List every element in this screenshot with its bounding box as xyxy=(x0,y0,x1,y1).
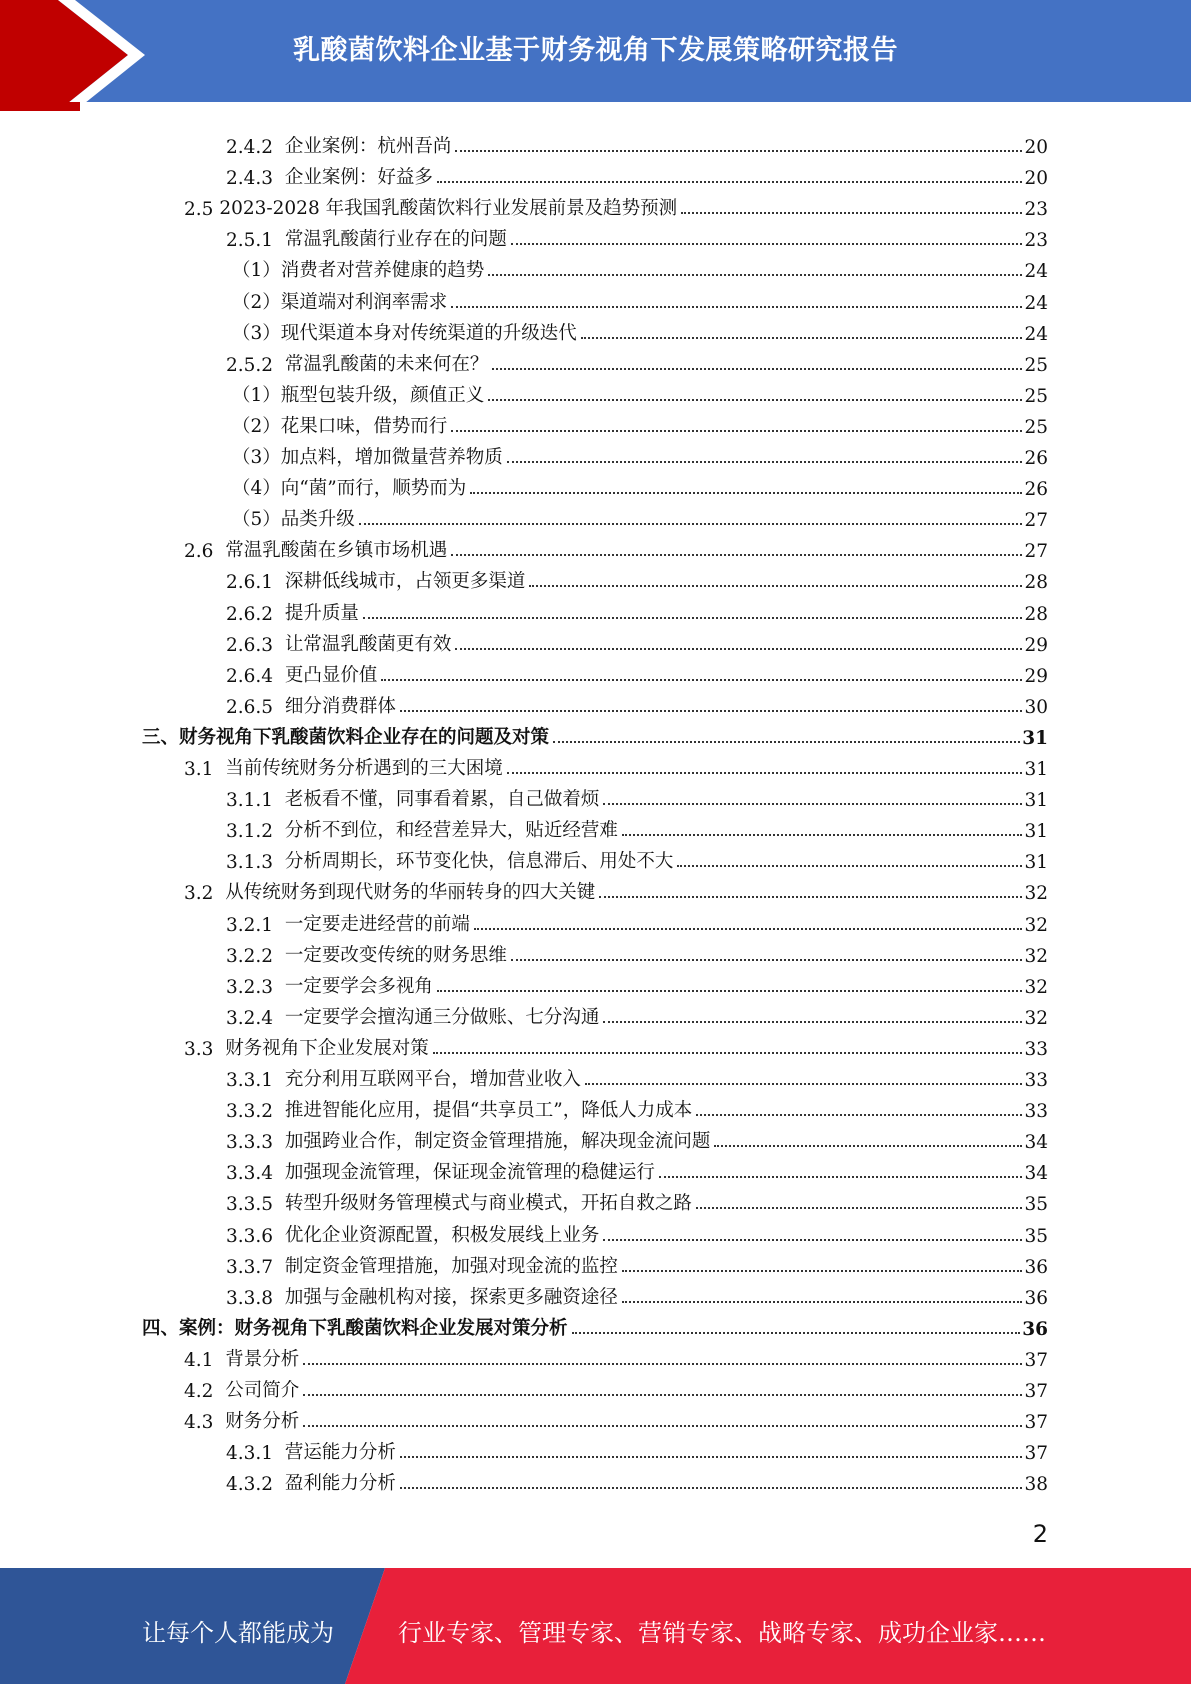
toc-entry-page: 26 xyxy=(1024,448,1048,469)
toc-entry-number: 2.5.2 xyxy=(226,354,285,376)
toc-dot-leader xyxy=(714,1145,1022,1147)
toc-entry-label: 背景分析 xyxy=(225,1348,300,1370)
toc-dot-leader xyxy=(303,1425,1022,1427)
toc-entry-page: 33 xyxy=(1024,1038,1048,1060)
toc-entry-page: 28 xyxy=(1024,603,1048,625)
toc-entry[interactable] xyxy=(226,625,1048,656)
toc-dot-leader xyxy=(451,554,1022,556)
toc-entry-label: 加点料，增加微量营养物质 xyxy=(280,447,503,468)
toc-entry[interactable] xyxy=(226,842,1048,873)
toc-entry-label: 转型升级财务管理模式与商业模式，开拓自救之路 xyxy=(284,1193,692,1215)
toc-entry-page: 32 xyxy=(1024,945,1048,967)
footer-slogan-right: 行业专家、管理专家、营销专家、战略专家、成功企业家…… xyxy=(398,1619,1046,1647)
toc-dot-leader xyxy=(437,181,1023,183)
toc-dot-leader xyxy=(507,461,1023,463)
toc-entry[interactable] xyxy=(226,158,1048,189)
toc-entry-number: 4.3.1 xyxy=(226,1443,285,1465)
toc-entry-number: 2.5.1 xyxy=(226,230,285,252)
toc-entry-number: 2.6.3 xyxy=(226,634,285,656)
toc-dot-leader xyxy=(381,679,1022,681)
toc-entry-number: 2.5 xyxy=(184,199,220,221)
toc-dot-leader xyxy=(433,1052,1023,1054)
toc-entry-label: 现代渠道本身对传统渠道的升级迭代 xyxy=(280,322,577,344)
toc-entry[interactable] xyxy=(226,780,1048,811)
toc-entry-number: 3.2.4 xyxy=(226,1007,285,1029)
toc-entry-label: 财务分析 xyxy=(225,1411,300,1433)
toc-entry-page: 31 xyxy=(1024,852,1048,874)
toc-entry[interactable] xyxy=(226,1216,1048,1247)
toc-dot-leader xyxy=(696,1207,1023,1209)
toc-entry-label: 向“菌”而行，顺势而为 xyxy=(280,478,467,500)
toc-entry[interactable] xyxy=(226,1247,1048,1278)
toc-entry-number: 4.3 xyxy=(184,1412,226,1434)
toc-entry-number: （1） xyxy=(232,260,281,282)
toc-entry-number: （1） xyxy=(232,384,281,406)
toc-entry-page: 28 xyxy=(1024,572,1048,594)
toc-entry-page: 25 xyxy=(1024,385,1048,407)
toc-entry-label: 分析周期长，环节变化快，信息滞后、用处不大 xyxy=(284,851,674,873)
toc-entry[interactable] xyxy=(226,345,1048,376)
toc-entry-page: 32 xyxy=(1024,976,1048,998)
toc-dot-leader xyxy=(303,1394,1022,1396)
toc-entry-page: 35 xyxy=(1024,1225,1048,1247)
toc-entry-label: 财务视角下企业发展对策 xyxy=(225,1037,429,1059)
toc-entry-number: 3.3.8 xyxy=(226,1287,285,1309)
page-number: 2 xyxy=(1032,1520,1048,1548)
toc-entry[interactable] xyxy=(226,1278,1048,1309)
toc-entry-number: 2.4.3 xyxy=(226,168,285,190)
toc-entry[interactable] xyxy=(226,1433,1048,1464)
toc-dot-leader xyxy=(603,1239,1022,1241)
toc-entry[interactable] xyxy=(226,687,1048,718)
footer-slogan-left: 让每个人都能成为 xyxy=(142,1619,334,1647)
toc-entry-number: （3） xyxy=(232,447,281,468)
toc-entry-label: 充分利用互联网平台，增加营业收入 xyxy=(284,1069,581,1090)
toc-entry-number: 3.3.3 xyxy=(226,1132,285,1154)
toc-dot-leader xyxy=(400,1487,1023,1489)
toc-entry-label: 公司简介 xyxy=(225,1380,300,1401)
toc-entry-number: 2.6 xyxy=(184,541,226,563)
toc-entry-page: 37 xyxy=(1024,1349,1048,1371)
toc-entry-number: 3.1 xyxy=(184,759,226,780)
toc-entry-number: 3.1.2 xyxy=(226,821,285,843)
toc-entry-label: 常温乳酸菌行业存在的问题 xyxy=(284,229,507,251)
toc-entry-number: 3.3.1 xyxy=(226,1070,285,1091)
toc-entry-label: 财务视角下乳酸菌饮料企业存在的问题及对策 xyxy=(179,726,550,748)
toc-dot-leader xyxy=(511,243,1023,245)
toc-entry-label: 企业案例：好益多 xyxy=(284,167,433,189)
toc-entry-page: 25 xyxy=(1024,416,1048,438)
toc-entry-label: 一定要改变传统的财务思维 xyxy=(284,944,507,966)
toc-entry-number: 2.6.2 xyxy=(226,603,285,625)
toc-entry-page: 25 xyxy=(1024,354,1048,376)
toc-entry-page: 26 xyxy=(1024,479,1048,501)
toc-entry-label: 更凸显价值 xyxy=(284,664,378,686)
toc-entry-label: 制定资金管理措施，加强对现金流的监控 xyxy=(284,1255,618,1277)
toc-entry-number: 2.6.4 xyxy=(226,665,285,687)
toc-dot-leader xyxy=(303,1363,1022,1365)
toc-dot-leader xyxy=(400,1456,1023,1458)
toc-entry[interactable] xyxy=(226,967,1048,998)
toc-entry-label: 提升质量 xyxy=(284,602,359,624)
toc-entry-number: 3.3.6 xyxy=(226,1225,285,1247)
toc-entry-page: 27 xyxy=(1024,541,1048,563)
toc-entry-page: 27 xyxy=(1024,510,1048,532)
toc-entry-number: 3.2.2 xyxy=(226,945,285,967)
toc-entry-label: 一定要学会多视角 xyxy=(284,975,433,997)
toc-entry[interactable] xyxy=(226,1091,1048,1122)
toc-entry[interactable] xyxy=(226,811,1048,842)
toc-entry-number: 四、 xyxy=(142,1317,180,1339)
toc-entry-label: 消费者对营养健康的趋势 xyxy=(280,260,485,282)
toc-entry[interactable] xyxy=(184,1371,1048,1402)
toc-entry[interactable] xyxy=(232,283,1048,314)
toc-entry-page: 37 xyxy=(1024,1381,1048,1402)
toc-dot-leader xyxy=(507,772,1023,774)
toc-entry-label: 让常温乳酸菌更有效 xyxy=(284,633,452,655)
toc-entry-page: 29 xyxy=(1024,665,1048,687)
toc-dot-leader xyxy=(581,337,1023,339)
toc-entry-page: 24 xyxy=(1024,323,1048,345)
toc-entry[interactable] xyxy=(226,1060,1048,1091)
toc-entry-label: 一定要走进经营的前端 xyxy=(284,913,470,935)
toc-dot-leader xyxy=(696,1114,1022,1116)
toc-dot-leader xyxy=(455,150,1022,152)
toc-dot-leader xyxy=(363,617,1023,619)
toc-entry[interactable] xyxy=(184,873,1048,904)
toc-entry-number: 3.3.4 xyxy=(226,1163,285,1185)
toc-entry[interactable] xyxy=(232,376,1048,407)
toc-dot-leader xyxy=(622,834,1023,836)
toc-entry-number: 4.2 xyxy=(184,1381,226,1402)
toc-entry[interactable] xyxy=(226,1464,1048,1495)
toc-dot-leader xyxy=(572,1332,1021,1334)
toc-entry-number: 3.3.2 xyxy=(226,1101,285,1123)
toc-entry-label: 加强现金流管理，保证现金流管理的稳健运行 xyxy=(284,1162,655,1184)
toc-entry-page: 23 xyxy=(1024,199,1048,221)
toc-entry-label: 推进智能化应用，提倡“共享员工”，降低人力成本 xyxy=(284,1100,693,1122)
toc-dot-leader xyxy=(681,212,1022,214)
toc-entry-number: （2） xyxy=(232,415,281,437)
toc-entry-page: 31 xyxy=(1024,821,1048,843)
toc-dot-leader xyxy=(488,399,1022,401)
toc-entry-number: 三、 xyxy=(142,726,180,748)
toc-dot-leader xyxy=(400,710,1023,712)
toc-entry-page: 24 xyxy=(1024,292,1048,314)
toc-entry-page: 31 xyxy=(1022,727,1048,749)
document-title: 乳酸菌饮料企业基于财务视角下发展策略研究报告 xyxy=(293,35,898,66)
toc-dot-leader xyxy=(511,959,1023,961)
toc-entry-page: 23 xyxy=(1024,230,1048,252)
toc-dot-leader xyxy=(677,865,1022,867)
toc-entry[interactable] xyxy=(226,594,1048,625)
toc-entry-number: 2.6.1 xyxy=(226,572,285,594)
toc-entry-page: 33 xyxy=(1024,1101,1048,1123)
toc-entry[interactable] xyxy=(226,998,1048,1029)
toc-dot-leader xyxy=(529,585,1022,587)
toc-entry[interactable] xyxy=(226,936,1048,967)
toc-entry-number: 3.3 xyxy=(184,1038,226,1060)
toc-entry-page: 37 xyxy=(1024,1443,1048,1465)
toc-dot-leader xyxy=(659,1176,1023,1178)
toc-entry[interactable] xyxy=(226,905,1048,936)
toc-dot-leader xyxy=(603,803,1022,805)
toc-entry-label: 品类升级 xyxy=(280,509,355,531)
toc-entry-label: 细分消费群体 xyxy=(284,695,396,717)
toc-entry-number: （4） xyxy=(232,478,281,500)
toc-dot-leader xyxy=(585,1083,1023,1085)
toc-entry[interactable] xyxy=(232,469,1048,500)
toc-entry-label: 优化企业资源配置，积极发展线上业务 xyxy=(284,1224,600,1246)
toc-entry-number: 3.2.1 xyxy=(226,914,285,936)
toc-entry-page: 31 xyxy=(1024,790,1048,812)
toc-entry-number: 4.1 xyxy=(184,1349,226,1371)
toc-entry[interactable] xyxy=(226,1122,1048,1153)
toc-entry-page: 32 xyxy=(1024,914,1048,936)
toc-entry-number: 3.3.5 xyxy=(226,1194,285,1216)
toc-entry[interactable] xyxy=(142,718,1048,749)
toc-entry[interactable] xyxy=(232,251,1048,282)
toc-dot-leader xyxy=(474,928,1023,930)
toc-entry-number: 3.1.3 xyxy=(226,852,285,874)
toc-entry-number: （3） xyxy=(232,322,281,344)
toc-entry[interactable] xyxy=(184,531,1048,562)
toc-entry-label: 当前传统财务分析遇到的三大困境 xyxy=(225,758,503,779)
toc-dot-leader xyxy=(359,523,1023,525)
toc-entry-number: （5） xyxy=(232,509,281,531)
toc-entry-page: 32 xyxy=(1024,883,1048,905)
toc-entry-page: 38 xyxy=(1024,1474,1048,1496)
toc-entry-number: 2.4.2 xyxy=(226,137,285,158)
toc-entry[interactable] xyxy=(142,1309,1048,1340)
toc-entry-number: 3.2 xyxy=(184,883,226,905)
toc-entry[interactable] xyxy=(184,1029,1048,1060)
toc-entry[interactable] xyxy=(226,127,1048,158)
toc-entry-page: 32 xyxy=(1024,1007,1048,1029)
toc-entry-page: 20 xyxy=(1024,137,1048,158)
toc-entry[interactable] xyxy=(232,438,1048,469)
toc-entry-label: 2023-2028 年我国乳酸菌饮料行业发展前景及趋势预测 xyxy=(219,198,678,220)
toc-entry-label: 一定要学会擅沟通三分做账、七分沟通 xyxy=(284,1006,600,1028)
toc-entry-label: 盈利能力分析 xyxy=(284,1473,396,1495)
toc-entry-page: 36 xyxy=(1024,1256,1048,1278)
toc-entry-label: 加强与金融机构对接，探索更多融资途径 xyxy=(284,1286,618,1308)
page-header xyxy=(0,0,1191,111)
toc-entry-label: 花果口味，借势而行 xyxy=(280,415,448,437)
toc-entry-page: 36 xyxy=(1022,1318,1048,1340)
toc-entry[interactable] xyxy=(184,1402,1048,1433)
toc-entry-label: 加强跨业合作，制定资金管理措施，解决现金流问题 xyxy=(284,1131,711,1153)
toc-entry-page: 36 xyxy=(1024,1287,1048,1309)
toc-entry-label: 渠道端对利润率需求 xyxy=(280,291,448,313)
toc-dot-leader xyxy=(451,306,1022,308)
toc-entry-label: 案例：财务视角下乳酸菌饮料企业发展对策分析 xyxy=(179,1317,568,1339)
toc-entry-number: 3.3.7 xyxy=(226,1256,285,1278)
toc-entry-label: 从传统财务到现代财务的华丽转身的四大关键 xyxy=(225,882,596,904)
toc-entry-page: 37 xyxy=(1024,1412,1048,1434)
toc-entry[interactable] xyxy=(184,1340,1048,1371)
toc-entry-page: 35 xyxy=(1024,1194,1048,1216)
toc-entry-page: 34 xyxy=(1024,1132,1048,1154)
toc-entry[interactable] xyxy=(232,314,1048,345)
toc-entry-label: 老板看不懂，同事看着累，自己做着烦 xyxy=(284,789,600,811)
toc-dot-leader xyxy=(553,741,1020,743)
toc-entry-number: 2.6.5 xyxy=(226,696,285,718)
toc-entry[interactable] xyxy=(184,189,1048,220)
toc-entry-page: 24 xyxy=(1024,261,1048,283)
toc-dot-leader xyxy=(470,492,1022,494)
toc-dot-leader xyxy=(599,896,1022,898)
toc-entry-number: （2） xyxy=(232,291,281,313)
toc-entry-label: 营运能力分析 xyxy=(284,1442,396,1464)
toc-dot-leader xyxy=(492,368,1022,370)
toc-dot-leader xyxy=(622,1301,1023,1303)
toc-entry[interactable] xyxy=(226,656,1048,687)
toc-entry-page: 30 xyxy=(1024,696,1048,718)
toc-entry-page: 29 xyxy=(1024,634,1048,656)
toc-entry-label: 瓶型包装升级，颜值正义 xyxy=(280,384,485,406)
toc-entry-page: 20 xyxy=(1024,168,1048,190)
toc-entry-page: 34 xyxy=(1024,1163,1048,1185)
toc-entry-number: 3.2.3 xyxy=(226,976,285,998)
toc-entry-number: 4.3.2 xyxy=(226,1474,285,1496)
toc-dot-leader xyxy=(437,990,1023,992)
toc-entry[interactable] xyxy=(226,562,1048,593)
toc-entry-number: 3.1.1 xyxy=(226,790,285,812)
toc-entry[interactable] xyxy=(232,407,1048,438)
toc-entry-page: 33 xyxy=(1024,1070,1048,1091)
toc-entry[interactable] xyxy=(226,1153,1048,1184)
toc-dot-leader xyxy=(603,1021,1022,1023)
toc-entry-label: 常温乳酸菌的未来何在？ xyxy=(284,353,489,375)
toc-entry-label: 常温乳酸菌在乡镇市场机遇 xyxy=(225,540,448,562)
toc-dot-leader xyxy=(455,648,1022,650)
toc-dot-leader xyxy=(622,1270,1023,1272)
toc-entry[interactable] xyxy=(226,1184,1048,1215)
toc-entry[interactable] xyxy=(226,220,1048,251)
toc-entry-label: 分析不到位，和经营差异大，贴近经营难 xyxy=(284,820,618,842)
toc-entry-label: 深耕低线城市，占领更多渠道 xyxy=(284,571,526,593)
toc-entry[interactable] xyxy=(232,500,1048,531)
toc-entry[interactable] xyxy=(184,749,1048,780)
toc-entry-label: 企业案例：杭州吾尚 xyxy=(284,136,452,157)
toc-dot-leader xyxy=(451,430,1022,432)
toc-dot-leader xyxy=(488,274,1022,276)
toc-entry-page: 31 xyxy=(1024,759,1048,780)
